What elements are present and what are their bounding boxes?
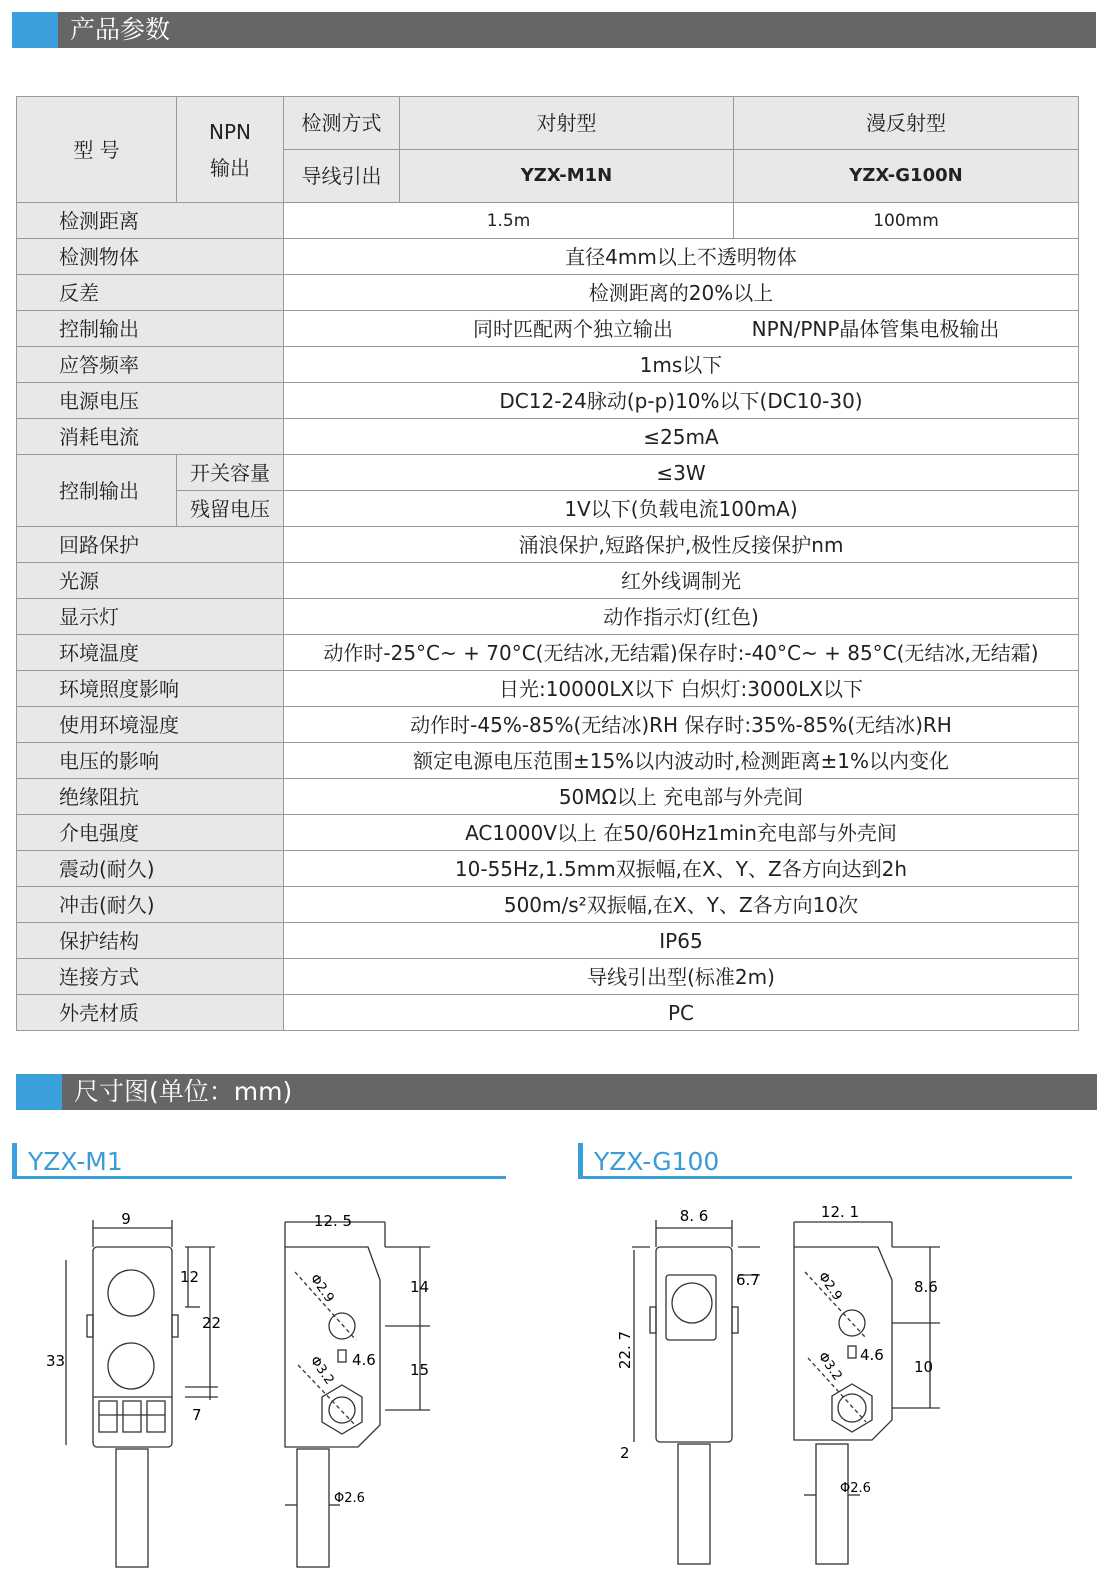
row-label: 反差 <box>17 275 284 311</box>
row-value: AC1000V以上 在50/60Hz1min充电部与外壳间 <box>284 815 1079 851</box>
row-value: 10-55Hz,1.5mm双振幅,在X、Y、Z各方向达到2h <box>284 851 1079 887</box>
table-row <box>17 203 1079 239</box>
table-row <box>17 311 1079 347</box>
g100-side-phi32: Φ3.2 <box>814 1349 845 1384</box>
table-row <box>17 815 1079 851</box>
row-label: 介电强度 <box>17 815 284 851</box>
row-value: 动作时-25°C~ + 70°C(无结冰,无结霜)保存时:-40°C~ + 85°C(无结冰,无结霜) <box>284 635 1079 671</box>
table-row <box>17 743 1079 779</box>
row-label: 环境温度 <box>17 635 284 671</box>
table-row <box>17 923 1079 959</box>
table-row <box>17 347 1079 383</box>
table-row <box>17 275 1079 311</box>
params-section-title: 产品参数 <box>70 15 171 44</box>
row-label: 环境照度影响 <box>17 671 284 707</box>
g100-side-view <box>780 1200 970 1570</box>
g100-front-d2: 2 <box>620 1444 630 1462</box>
table-row <box>17 959 1079 995</box>
table-row <box>17 635 1079 671</box>
m1-drawing-header <box>12 1143 506 1179</box>
model-b: YZX-G100N <box>734 150 1079 203</box>
table-row <box>17 383 1079 419</box>
row-label: 回路保护 <box>17 527 284 563</box>
m1-front-view <box>40 1200 230 1570</box>
g100-side-d10: 10 <box>914 1358 934 1376</box>
row-label: 控制输出 <box>17 311 284 347</box>
m1-front-d22: 22 <box>202 1314 222 1332</box>
table-row <box>17 527 1079 563</box>
model-label: 型 号 <box>17 97 177 203</box>
row-sub-label: 开关容量 <box>177 455 284 491</box>
row-value: 红外线调制光 <box>284 563 1079 599</box>
row-value: 1V以下(负载电流100mA) <box>284 491 1079 527</box>
row-value-b: NPN/PNP晶体管集电极输出 <box>751 316 1000 341</box>
m1-front-d12: 12 <box>180 1268 200 1286</box>
row-label: 检测距离 <box>17 203 284 239</box>
row-value: IP65 <box>284 923 1079 959</box>
m1-side-width: 12. 5 <box>313 1212 353 1230</box>
row-value-split <box>284 311 1079 347</box>
row-label: 连接方式 <box>17 959 284 995</box>
detect-method-label: 检测方式 <box>284 97 400 150</box>
row-value: 日光:10000LX以下 白炽灯:3000LX以下 <box>284 671 1079 707</box>
row-value: 动作时-45%-85%(无结冰)RH 保存时:35%-85%(无结冰)RH <box>284 707 1079 743</box>
g100-front-d227: 22. 7 <box>616 1330 634 1370</box>
m1-front-d7: 7 <box>192 1406 202 1424</box>
g100-side-d46: 4.6 <box>860 1346 884 1364</box>
g100-drawing-header <box>578 1143 1072 1179</box>
row-value: 1ms以下 <box>284 347 1079 383</box>
dims-section-band <box>16 1074 1097 1110</box>
g100-side-d86: 8.6 <box>914 1278 938 1296</box>
table-row <box>17 599 1079 635</box>
g100-front-view <box>610 1200 780 1570</box>
dims-section-title: 尺寸图(单位：mm) <box>74 1077 293 1106</box>
row-label: 控制输出 <box>17 455 177 527</box>
row-label: 保护结构 <box>17 923 284 959</box>
row-label: 电压的影响 <box>17 743 284 779</box>
row-value-b: 100mm <box>734 203 1079 239</box>
row-value: ≤3W <box>284 455 1079 491</box>
m1-side-phi32: Φ3.2 <box>306 1353 337 1388</box>
m1-front-width: 9 <box>121 1210 131 1228</box>
table-row <box>17 851 1079 887</box>
g100-side-width: 12. 1 <box>820 1203 860 1221</box>
m1-side-phi29: Φ2.9 <box>306 1271 337 1306</box>
m1-side-d14: 14 <box>410 1278 430 1296</box>
row-label: 光源 <box>17 563 284 599</box>
row-value: 50MΩ以上 充电部与外壳间 <box>284 779 1079 815</box>
row-label: 显示灯 <box>17 599 284 635</box>
g100-side-cable: Φ2.6 <box>840 1481 871 1496</box>
g100-side-phi29: Φ2.9 <box>814 1269 845 1304</box>
row-value: 500m/s²双振幅,在X、Y、Z各方向10次 <box>284 887 1079 923</box>
row-label: 电源电压 <box>17 383 284 419</box>
row-value: 额定电源电压范围±15%以内波动时,检测距离±1%以内变化 <box>284 743 1079 779</box>
table-row <box>17 563 1079 599</box>
row-value: DC12-24脉动(p-p)10%以下(DC10-30) <box>284 383 1079 419</box>
row-value-a: 同时匹配两个独立输出 <box>473 316 674 341</box>
g100-front-d67: 6.7 <box>736 1271 760 1289</box>
spec-table <box>16 96 1079 1031</box>
m1-front-d33: 33 <box>46 1352 66 1370</box>
row-value: 涌浪保护,短路保护,极性反接保护nm <box>284 527 1079 563</box>
table-row <box>17 779 1079 815</box>
wire-out-label: 导线引出 <box>284 150 400 203</box>
row-value: 检测距离的20%以上 <box>284 275 1079 311</box>
m1-drawing-title: YZX-M1 <box>28 1147 123 1176</box>
table-row <box>17 887 1079 923</box>
model-a: YZX-M1N <box>400 150 734 203</box>
params-section-band <box>12 12 1096 48</box>
table-row <box>17 707 1079 743</box>
table-row <box>17 491 1079 527</box>
m1-side-view <box>270 1200 450 1570</box>
row-value: 导线引出型(标准2m) <box>284 959 1079 995</box>
row-value: ≤25mA <box>284 419 1079 455</box>
row-label: 绝缘阻抗 <box>17 779 284 815</box>
m1-side-d46: 4.6 <box>352 1351 376 1369</box>
m1-side-cable: Φ2.6 <box>334 1491 365 1506</box>
table-row <box>17 419 1079 455</box>
row-label: 检测物体 <box>17 239 284 275</box>
row-value: PC <box>284 995 1079 1031</box>
npn-output-label: NPN 输出 <box>177 97 284 203</box>
row-value: 动作指示灯(红色) <box>284 599 1079 635</box>
table-row <box>17 671 1079 707</box>
row-label: 震动(耐久) <box>17 851 284 887</box>
row-value-a: 1.5m <box>284 203 734 239</box>
row-value: 直径4mm以上不透明物体 <box>284 239 1079 275</box>
table-row <box>17 995 1079 1031</box>
type-b-label: 漫反射型 <box>734 97 1079 150</box>
table-row <box>17 455 1079 491</box>
g100-drawing-title: YZX-G100 <box>594 1147 720 1176</box>
table-row <box>17 239 1079 275</box>
row-label: 使用环境湿度 <box>17 707 284 743</box>
row-label: 冲击(耐久) <box>17 887 284 923</box>
row-label: 外壳材质 <box>17 995 284 1031</box>
row-label: 消耗电流 <box>17 419 284 455</box>
m1-side-d15: 15 <box>410 1361 430 1379</box>
type-a-label: 对射型 <box>400 97 734 150</box>
g100-front-width: 8. 6 <box>679 1207 709 1225</box>
row-sub-label: 残留电压 <box>177 491 284 527</box>
row-label: 应答频率 <box>17 347 284 383</box>
